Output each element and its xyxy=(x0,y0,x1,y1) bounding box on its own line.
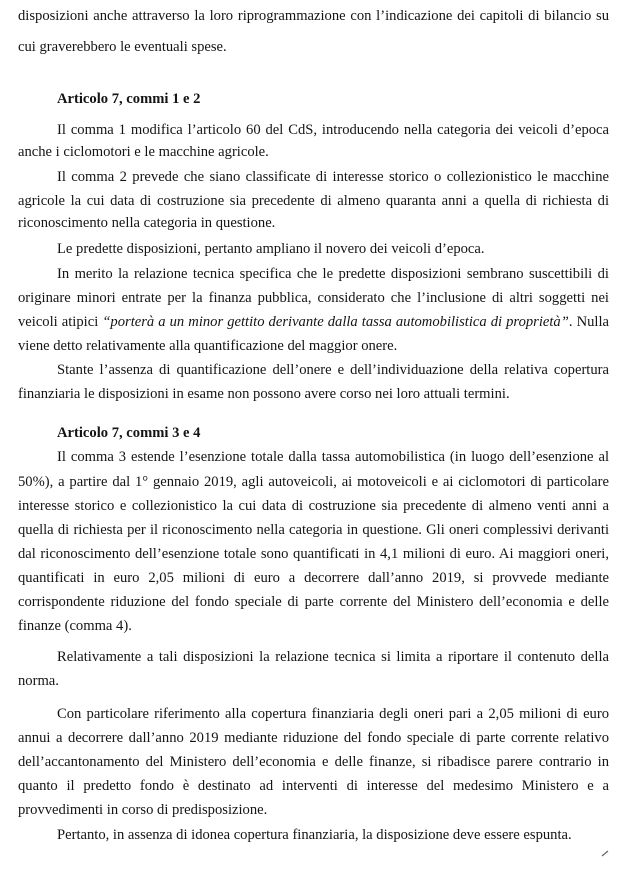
text-line: Relativamente a tali disposizioni la relazione tecnica si limita a riportare il contenuto della xyxy=(57,649,609,665)
scan-mark xyxy=(600,848,610,860)
text-line: annui a decorrere dall’anno 2019 mediante riduzione del fondo speciale di parte corrente relativo xyxy=(18,730,609,746)
text-line: originare minori entrate per la finanza pubblica, considerato che l’inclusione di altri soggetti nei xyxy=(18,290,609,306)
section-heading: Articolo 7, commi 3 e 4 xyxy=(57,425,201,441)
text-run: . Nulla xyxy=(568,314,609,330)
text-line: anche i ciclomotori e le macchine agricole. xyxy=(18,144,269,160)
text-line: dal riconoscimento dell’esenzione totale sono quantificati in 4,1 milioni di euro. Ai maggiori oneri, xyxy=(18,546,609,562)
text-line: provvedimenti in corso di predisposizione. xyxy=(18,802,268,818)
text-line: Il comma 1 modifica l’articolo 60 del CdS, introducendo nella categoria dei veicoli d’epoca xyxy=(57,122,609,138)
quoted-text: “porterà a un minor gettito derivante dalla tassa automobilistica di proprietà” xyxy=(102,314,569,330)
text-line: Con particolare riferimento alla copertura finanziaria degli oneri pari a 2,05 milioni di euro xyxy=(57,706,609,722)
text-line: agricole la cui data di costruzione sia precedente di almeno quaranta anni a quella di richiesta di xyxy=(18,193,609,209)
text-line: In merito la relazione tecnica specifica che le predette disposizioni sembrano suscettibili di xyxy=(57,266,609,282)
text-line: Il comma 3 estende l’esenzione totale dalla tassa automobilistica (in luogo dell’esenzione al xyxy=(57,449,609,465)
text-line: viene detto relativamente alla quantificazione del maggior onere. xyxy=(18,338,398,354)
text-line: finanziaria le disposizioni in esame non possono avere corso nei loro attuali termini. xyxy=(18,386,510,402)
text-line: disposizioni anche attraverso la loro riprogrammazione con l’indicazione dei capitoli di bilancio su xyxy=(18,8,609,24)
text-line: norma. xyxy=(18,673,59,689)
text-line: Pertanto, in assenza di idonea copertura finanziaria, la disposizione deve essere espunta. xyxy=(57,827,572,843)
text-run: veicoli atipici xyxy=(18,314,103,330)
text-line: Stante l’assenza di quantificazione dell’onere e dell’individuazione della relativa copertura xyxy=(57,362,609,378)
text-line: finanze (comma 4). xyxy=(18,618,132,634)
text-line: riconoscimento nella categoria in questione. xyxy=(18,215,276,231)
text-line: quella di richiesta per il riconoscimento nella categoria in questione. Gli oneri complessivi derivanti xyxy=(18,522,609,538)
text-line: quanto il predetto fondo è destinato ad interventi di interesse del medesimo Ministero e a xyxy=(18,778,609,794)
text-line: Il comma 2 prevede che siano classificate di interesse storico o collezionistico le macchine xyxy=(57,169,609,185)
text-line: 50%), a partire dal 1° gennaio 2019, agli autoveicoli, ai motoveicoli e ai ciclomotori di particolare xyxy=(18,474,609,490)
text-line xyxy=(18,313,609,331)
text-line: corrispondente riduzione del fondo speciale di parte corrente del Ministero dell’economia e delle xyxy=(18,594,609,610)
text-line: dell’accantonamento del Ministero dell’economia e delle finanze, si ribadisce parere contrario in xyxy=(18,754,609,770)
section-heading: Articolo 7, commi 1 e 2 xyxy=(57,91,201,107)
text-line: cui graverebbero le eventuali spese. xyxy=(18,39,227,55)
text-line: Le predette disposizioni, pertanto ampliano il novero dei veicoli d’epoca. xyxy=(57,241,485,257)
text-line: interesse storico e collezionistico la cui data di costruzione sia precedente di almeno venti anni a xyxy=(18,498,609,514)
text-line: quantificati in euro 2,05 milioni di euro a decorrere dall’anno 2019, si provvede mediante xyxy=(18,570,609,586)
